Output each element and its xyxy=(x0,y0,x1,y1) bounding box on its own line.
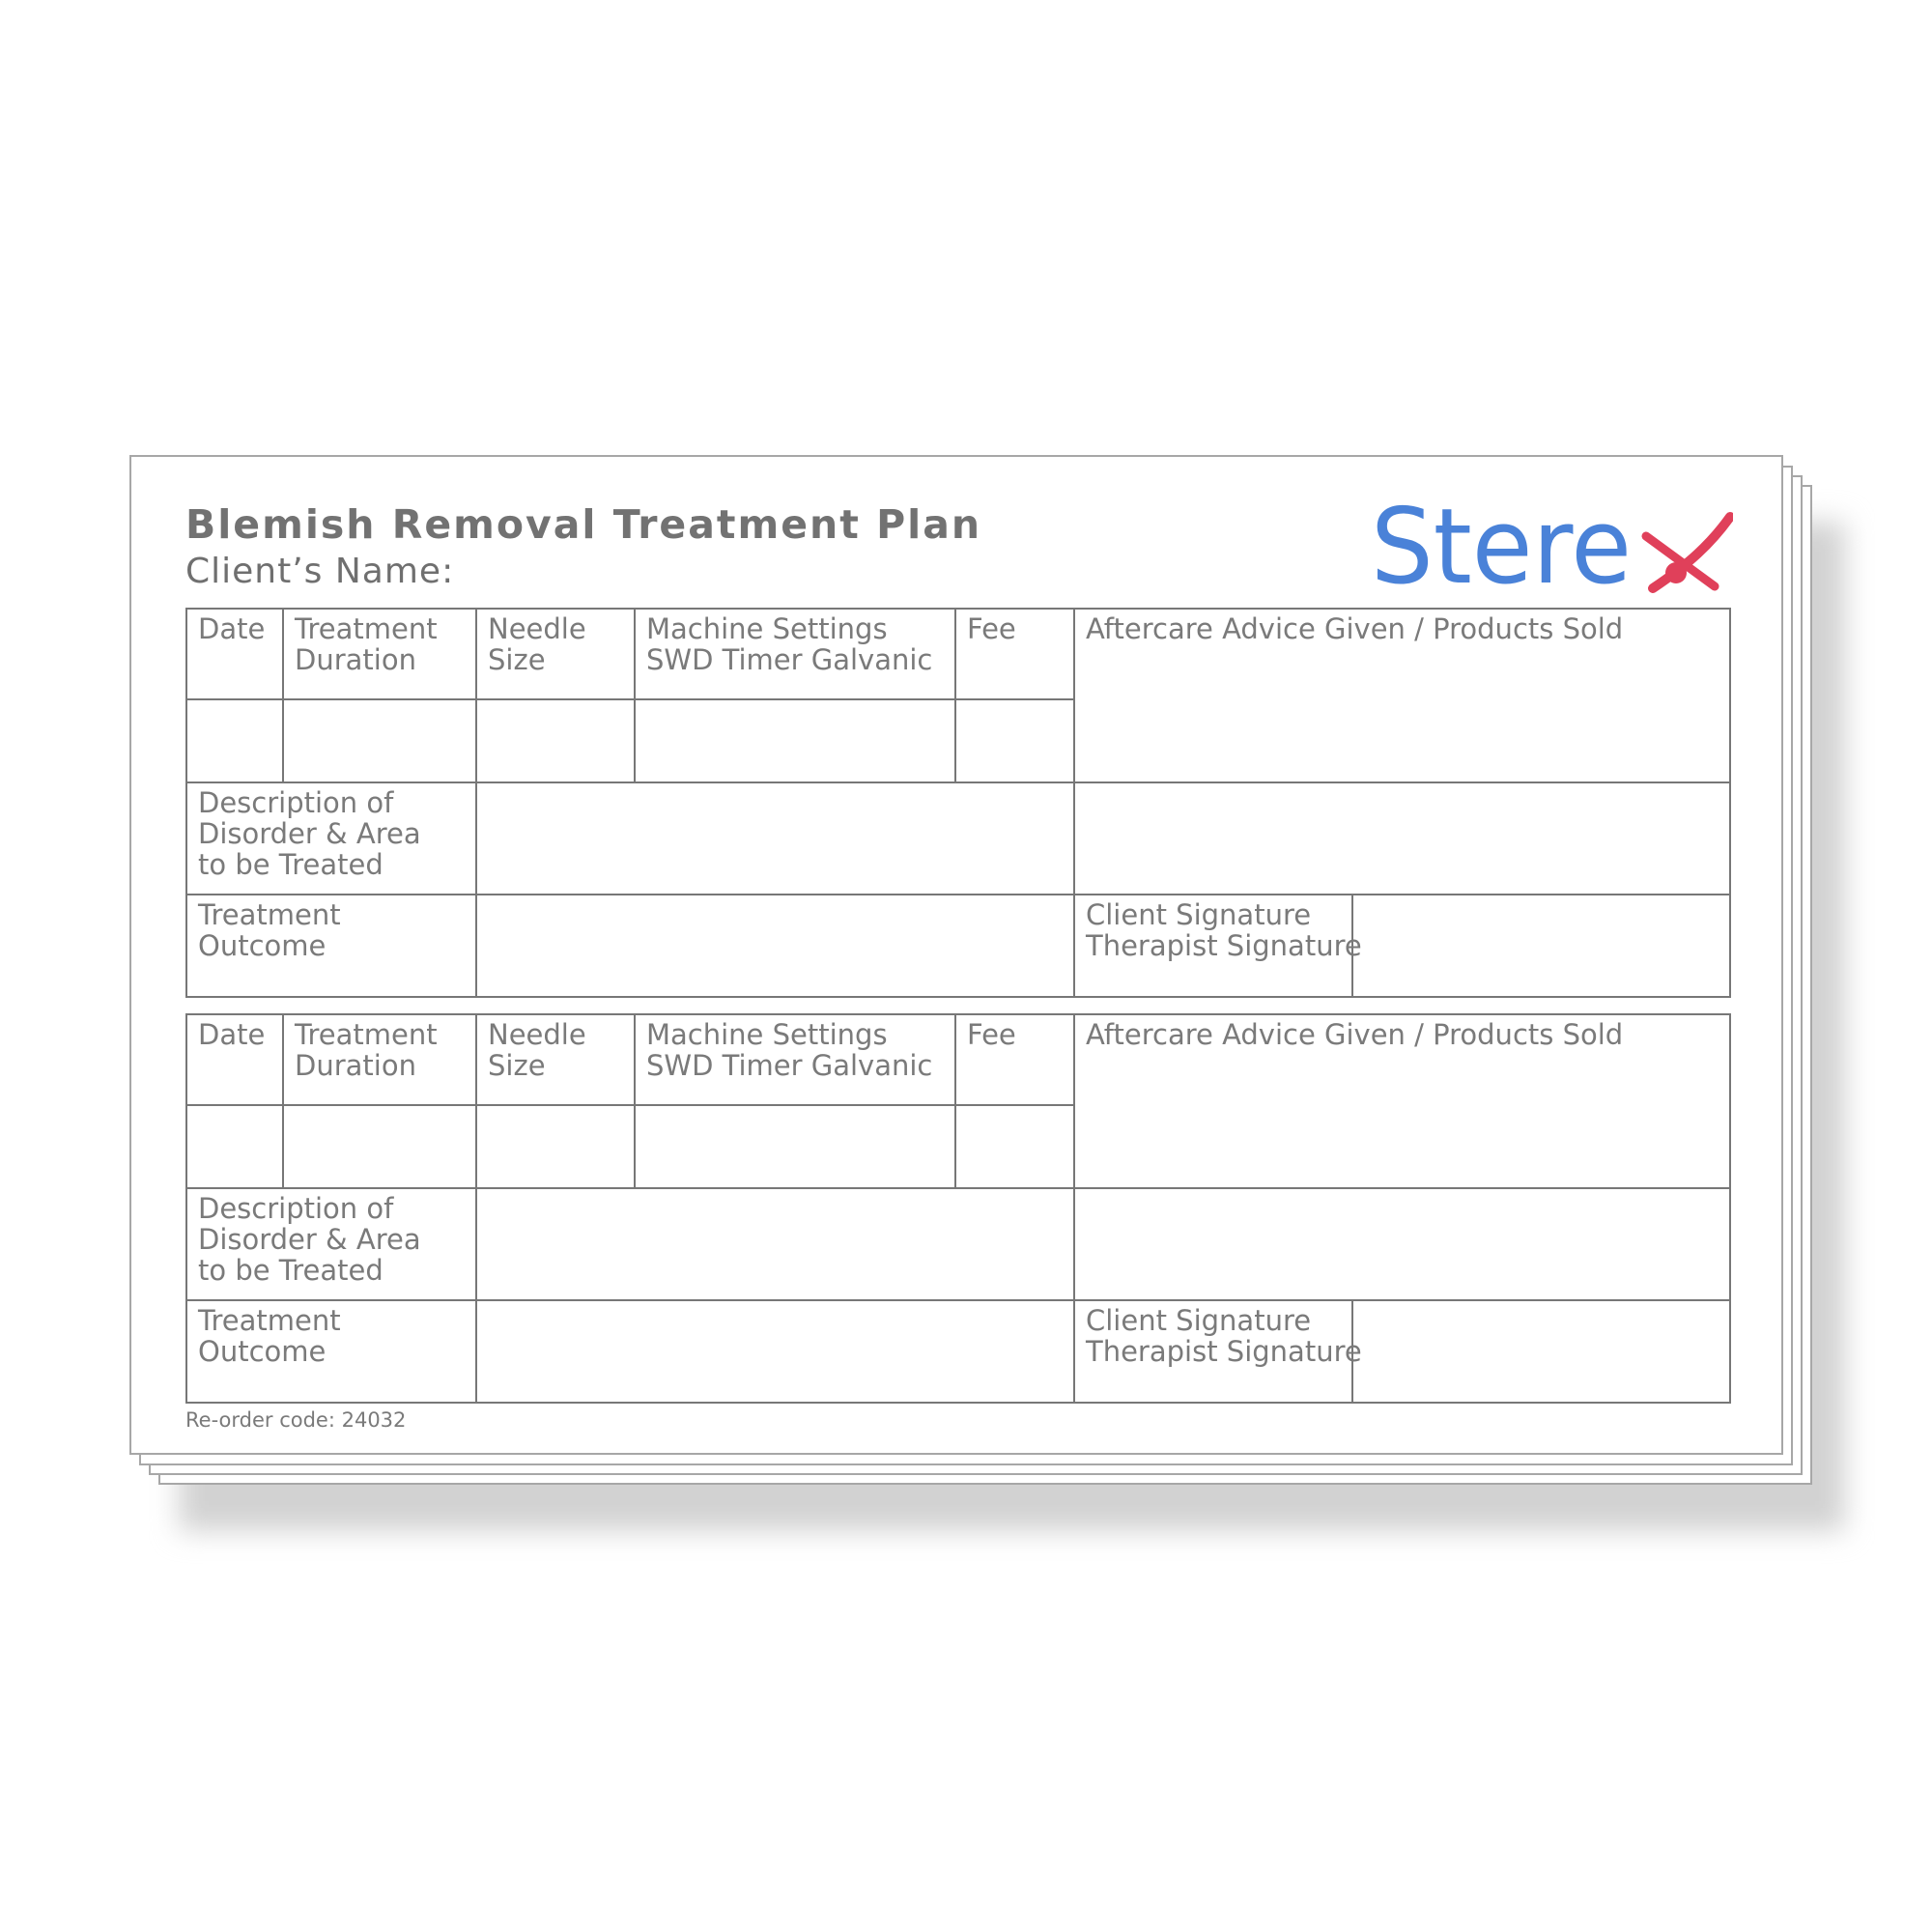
treatment-plan-sheet xyxy=(129,455,1783,1455)
needle-size-header: Needle Size xyxy=(488,1018,586,1082)
aftercare-field[interactable] xyxy=(1075,1058,1731,1187)
fee-header: Fee xyxy=(967,612,1016,645)
machine-settings-field[interactable] xyxy=(636,1106,954,1187)
needle-size-header: Needle Size xyxy=(488,612,586,676)
treatment-duration-field[interactable] xyxy=(284,1106,475,1187)
record-block-2 xyxy=(185,1013,1731,1404)
machine-settings-header: Machine Settings SWD Timer Galvanic xyxy=(646,1018,933,1082)
aftercare-field[interactable] xyxy=(1075,652,1731,781)
machine-settings-header: Machine Settings SWD Timer Galvanic xyxy=(646,612,933,676)
aftercare-header: Aftercare Advice Given / Products Sold xyxy=(1086,1018,1624,1051)
date-field[interactable] xyxy=(187,1106,282,1187)
needle-size-field[interactable] xyxy=(477,700,634,781)
client-name-label: Client’s Name: xyxy=(185,552,455,591)
treatment-duration-header: Treatment Duration xyxy=(295,1018,438,1082)
signature-label: Client Signature Therapist Signature xyxy=(1086,1304,1362,1368)
date-header: Date xyxy=(198,1018,266,1051)
logo-dot-mark xyxy=(1665,562,1687,583)
fee-field[interactable] xyxy=(956,700,1073,781)
treatment-outcome-label: Treatment Outcome xyxy=(198,1304,341,1368)
description-label: Description of Disorder & Area to be Treated xyxy=(198,786,421,881)
treatment-outcome-field[interactable] xyxy=(477,895,1073,998)
signature-field[interactable] xyxy=(1353,1301,1731,1404)
fee-header: Fee xyxy=(967,1018,1016,1051)
date-field[interactable] xyxy=(187,700,282,781)
date-header: Date xyxy=(198,612,266,645)
signature-field[interactable] xyxy=(1353,895,1731,998)
treatment-outcome-label: Treatment Outcome xyxy=(198,898,341,962)
needle-size-field[interactable] xyxy=(477,1106,634,1187)
description-field[interactable] xyxy=(477,1189,1731,1299)
sterex-logo xyxy=(1371,496,1733,597)
record-block-1 xyxy=(185,608,1731,998)
treatment-outcome-field[interactable] xyxy=(477,1301,1073,1404)
logo-wordmark: Stere xyxy=(1371,496,1632,597)
machine-settings-field[interactable] xyxy=(636,700,954,781)
signature-label: Client Signature Therapist Signature xyxy=(1086,898,1362,962)
treatment-duration-header: Treatment Duration xyxy=(295,612,438,676)
description-field[interactable] xyxy=(477,783,1731,894)
description-label: Description of Disorder & Area to be Treated xyxy=(198,1192,421,1287)
fee-field[interactable] xyxy=(956,1106,1073,1187)
reorder-code: Re-order code: 24032 xyxy=(185,1408,407,1432)
form-title: Blemish Removal Treatment Plan xyxy=(185,501,982,548)
treatment-duration-field[interactable] xyxy=(284,700,475,781)
aftercare-header: Aftercare Advice Given / Products Sold xyxy=(1086,612,1624,645)
